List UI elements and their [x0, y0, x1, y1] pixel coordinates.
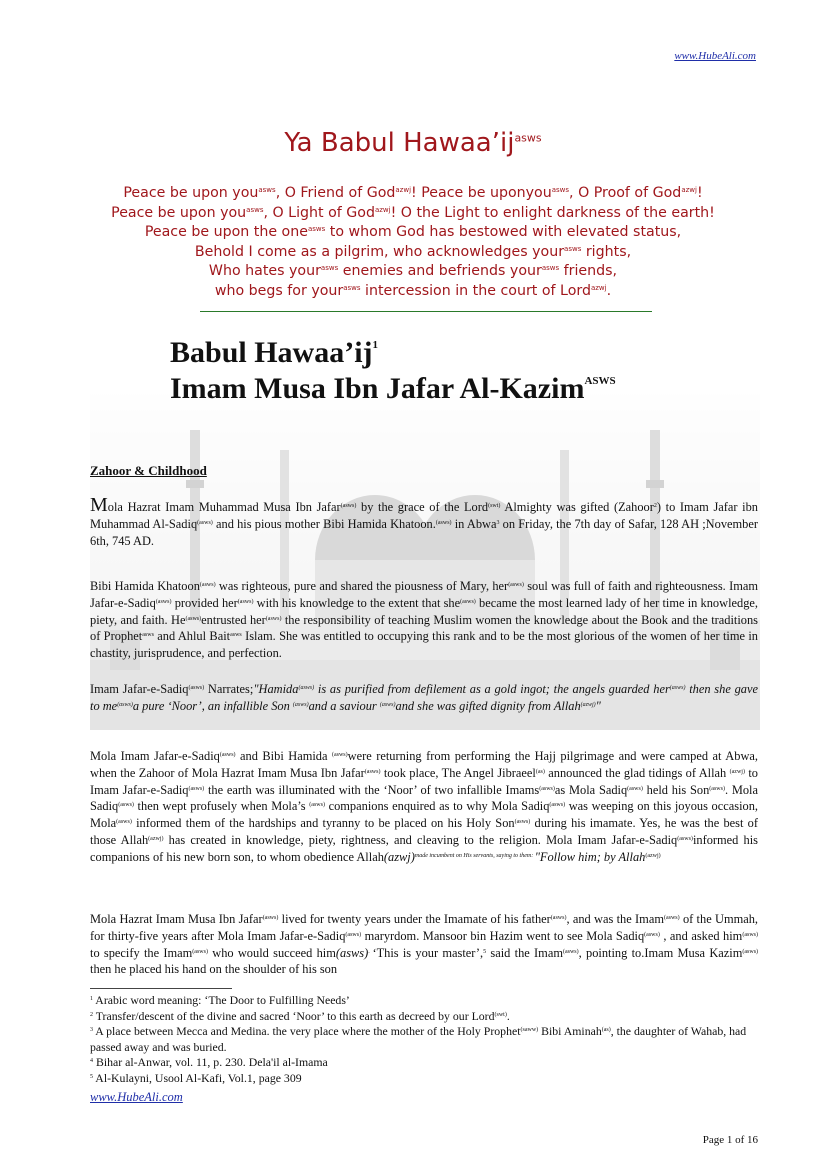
paragraph: Mola Hazrat Imam Muhammad Musa Ibn Jafar$^{(asws)}$ by the grace of the Lord$^{(swt)}$ Almighty was gifted (Zahoor$^2$) to Imam Jafar ibn Muhammad Al-Sadiq$^{(asws)}$ and his pious mother Bibi Hamida Khatoon.$^{(asws)}$ in Abwa$^3$ on Friday, the 7th day of Safar, 128 AH ;November 6th, 745 AD.	[90, 494, 758, 548]
footnote: $^3$ A place between Mecca and Medina. the very place where the mother of the Holy Prophet$^{(saww)}$ Bibi Aminah$^{(as)}$, the daughter of Wahab, had passed away and was buried.	[90, 1024, 747, 1054]
divider-rule	[200, 311, 652, 312]
salutation-line: who begs for your$^{asws}$ intercession in the court of Lord$^{azwj}$.	[214, 282, 612, 299]
header-site-link[interactable]: www.HubeAli.com	[674, 50, 756, 62]
page-title: Babul $Hawaa’ij^1$ Imam Musa Ibn Jafar Al-Kazim$^{ASWS}$	[170, 336, 616, 405]
salutation-line: Behold I come as a pilgrim, who acknowledges your$^{asws}$ rights,	[194, 243, 632, 260]
salutation-line: Peace be upon the one$^{asws}$ to whom God has bestowed with elevated status,	[144, 224, 682, 241]
footer-site-link[interactable]: www.HubeAli.com	[90, 1090, 183, 1104]
footnote-rule	[90, 988, 232, 989]
paragraph: Bibi Hamida Khatoon$^{(asws)}$ was righteous, pure and shared the piousness of Mary, her$^{(asws)}$ soul was full of faith and righteousness. Imam Jafar-e-Sadiq$^{(asws)}$ provided her$^{(asws)}$ with his knowledge to the extent that she$^{(asws)}$ became the most learned lady of her time in knowledge, piety, and faith. $He^{(asws)}entrusted$ her$^{(asws)}$ the responsibility of teaching Muslim women the knowledge about the Book and the traditions of Prophet$^{asws}$ and Ahlul Bait$^{asws}$ Islam. She was entitled to occupying this rank and to be the most glorious of the women of her time in chastity, jurisprudence, and perfection.	[90, 579, 758, 661]
salutation-title: Ya Babul $Hawaa’ij^{asws}$	[284, 128, 542, 158]
section-heading: Zahoor & Childhood	[90, 463, 207, 478]
salutation-lines	[60, 184, 766, 302]
paragraph: Mola Hazrat Imam Musa Ibn Jafar$^{(asws)}$ lived for twenty years under the Imamate of his father$^{(asws)}$, and was the Imam$^{(asws)}$ of the Ummah, for thirty-five years after Mola Imam Jafar-e-Sadiq$^{(asws)}$ maryrdom. Mansoor bin Hazim went to see Mola Sadiq$^{(asws)}$ , and asked him$^{(asws)}$ to specify the Imam$^{(asws)}$ who would succeed him(asws). ‘This is your master’,$^5$ said the Imam$^{(asws)}$, pointing to.Imam Musa Kazim$^{(asws)}$ then he placed his hand on the shoulder of his son	[90, 912, 759, 977]
footnote: $^4$ Bihar al-Anwar, vol. 11, p. 230. Dela'il al-Imama	[90, 1055, 328, 1070]
page-number: Page 1 of 16	[702, 1134, 758, 1146]
paragraph: Imam Jafar-e-Sadiq$^{(asws)}$ Narrates;"Hamida$^{(asws)}$ is as purified from defilement as a gold ingot; the angels guarded her$^{(asws)}$ then she gave to $me^{(asws)}a$ pure ‘Noor’, an infallible Son $^{(asws)}$and a saviour $^{(asws)}$and she was gifted dignity from Allah$^{(azwj)}$"	[90, 682, 758, 713]
salutation-line: Peace be upon you$^{asws}$, O Light of God$^{azwj}$! O the Light to enlight darkness of the earth!	[111, 204, 715, 221]
shrine-background-image	[90, 390, 760, 730]
salutation-line: Peace be upon you$^{asws}$, O Friend of God$^{azwj}$! Peace be uponyou$^{asws}$, O Proof of God$^{azwj}$!	[123, 185, 703, 201]
salutation-line: Who hates your$^{asws}$ enemies and befriends your$^{asws}$ friends,	[208, 263, 618, 280]
footnote: $^1$ Arabic word meaning: ‘The Door to Fulfilling Needs’	[90, 993, 350, 1007]
footnote: $^2$ Transfer/descent of the divine and sacred ‘Noor’ to this earth as decreed by our Lord$^{(swt)}$.	[90, 1008, 510, 1023]
footnote: $^5$ Al-Kulayni, Usool Al-Kafi, Vol.1, page 309	[90, 1070, 302, 1085]
footnotes	[90, 993, 758, 1087]
paragraph: Mola Imam Jafar-e-Sadiq$^{(asws)}$ and Bibi Hamida $^{(asws)}$were returning from performing the Hajj pilgrimage and were camped at Abwa, when the Zahoor of Mola Hazrat Imam Musa Ibn Jafar$^{(asws)}$ took place, The Angel Jibraeel$^{(as)}$ announced the glad tidings of Allah $^{(azwj)}$ to Imam Jafar-e-Sadiq$^{(asws)}$ the earth was illuminated with the ‘Noor’ of two infallible Imams$^{(asws)}$as Mola Sadiq$^{(asws)}$ held his Son$^{(asws)}$. Mola Sadiq$^{(asws)}$ then wept profusely when Mola’s $^{(asws)}$ companions enquired as to why Mola Sadiq$^{(asws)}$ was weeping on this joyous occasion, Mola$^{(asws)}$ informed them of the hardships and tyranny to be placed on his Holy Son$^{(asws)}$ during his imamate. Yes, he was the best of those Allah$^{(azwj)}$ has created in knowledge, piety, rightness, and cleaving to the religion. Mola Imam Jafar-e-Sadiq$^{(asws)}$informed his companions of his new born son, to whom obedience Allah(azwj)$^{made incumbent on His servants, saying to them:}$ "Follow him; by Allah$^{(azwj)}$	[90, 749, 759, 864]
